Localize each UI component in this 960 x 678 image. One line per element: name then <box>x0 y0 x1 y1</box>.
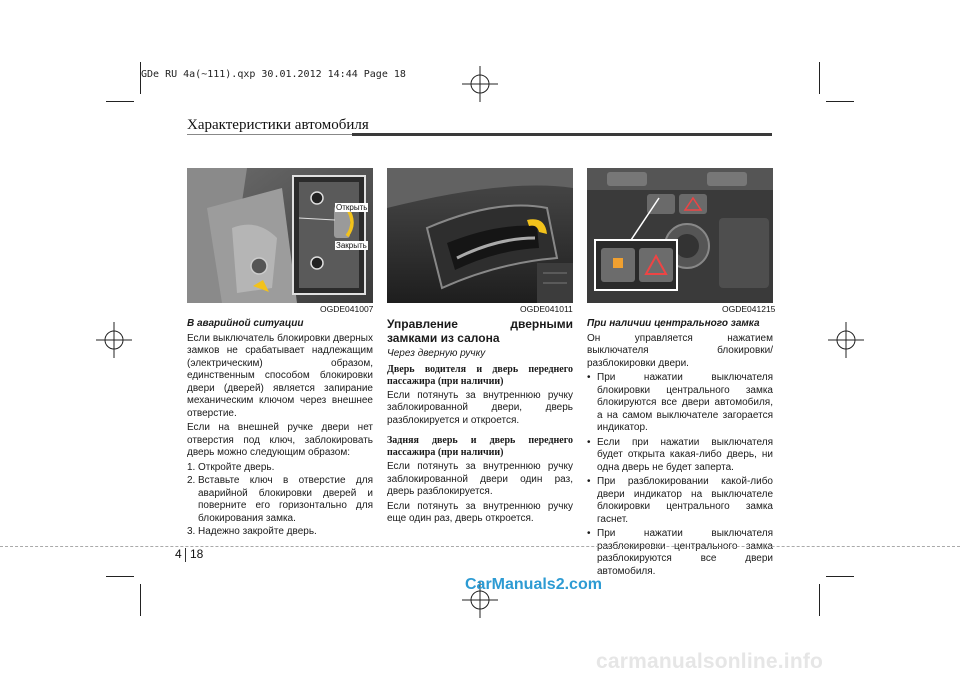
label-close: Закрыть <box>336 241 367 250</box>
registration-mark-icon <box>828 322 864 358</box>
crop-mark <box>106 576 134 577</box>
figure-code: OGDE041215 <box>722 304 776 314</box>
registration-mark-icon <box>462 66 498 102</box>
list-item: • При нажатии выключателя блокировки центрального замка блокируются все двери автомобиля, а на самом выключателе загорается индикатор. <box>587 372 773 433</box>
paragraph: Если потянуть за внутреннюю ручку еще один раз, дверь откроется. <box>387 500 573 524</box>
figure-central-lock <box>587 168 773 303</box>
crop-mark <box>106 101 134 102</box>
crop-mark <box>826 101 854 102</box>
paragraph: Если на внешней ручке двери нет отверстия под ключ, заблокировать дверь можно следующим образом: <box>187 422 373 458</box>
heading-inside-control: Управление дверными замками из салона <box>387 317 573 345</box>
column-inside-control <box>387 318 573 528</box>
subheading-rear-doors: Задняя дверь и дверь переднего пассажира (при наличии) <box>387 435 573 458</box>
figure-emergency-lock <box>187 168 373 303</box>
watermark-link[interactable]: CarManuals2.com <box>465 576 602 593</box>
list-item: 1. Откройте дверь. <box>187 461 275 473</box>
list-item: • Если при нажатии выключателя будет открыта какая-либо дверь, ни одна дверь не будет заперта. <box>587 436 773 473</box>
list-item: 2. Вставьте ключ в отверстие для аварийной блокировки дверей и поверните его горизонтально для блокирования замка. <box>187 475 373 524</box>
page-number: 18 <box>190 547 204 561</box>
figure-code: OGDE041011 <box>520 304 573 314</box>
crop-mark <box>140 62 141 94</box>
chapter-number: 4 <box>175 547 182 561</box>
watermark-footer[interactable]: carmanualsonline.info <box>596 650 824 673</box>
heading-central-lock: При наличии центрального замка <box>587 318 760 329</box>
paragraph: Он управляется нажатием выключателя блокировки/разблокировки двери. <box>587 332 773 369</box>
paragraph: Если потянуть за внутреннюю ручку заблокированной двери один раз, дверь разблокируется. <box>387 461 573 497</box>
figure-code: OGDE041007 <box>320 304 374 314</box>
paragraph: Если выключатель блокировки дверных замков не срабатывает надлежащим (электрическим) образом, единственным способом блокировки двери (дверей) является запирание механическим ключом через внешнее отверстие. <box>187 332 373 419</box>
inner-handle-photo <box>387 168 573 303</box>
column-central-lock <box>587 318 773 580</box>
list-item: 3. Надежно закройте дверь. <box>187 526 317 537</box>
column-emergency <box>187 318 373 540</box>
list-item: • При разблокировании какой-либо двери индикатор на выключателе блокировки центрального замка гаснет. <box>587 476 773 525</box>
section-title: Характеристики автомобиля <box>187 117 369 133</box>
crop-mark <box>819 584 820 616</box>
paragraph: Если потянуть за внутреннюю ручку заблокированной двери, дверь разблокируется и откроется. <box>387 389 573 426</box>
crop-mark <box>826 576 854 577</box>
header-rule-bold <box>352 133 772 136</box>
subheading-handle: Через дверную ручку <box>387 348 486 359</box>
heading-emergency: В аварийной ситуации <box>187 318 304 329</box>
label-open: Открыть <box>336 203 368 212</box>
crop-mark <box>140 584 141 616</box>
footer-rule <box>0 546 960 547</box>
figure-inner-handle <box>387 168 573 303</box>
print-slug: GDe RU 4a(~111).qxp 30.01.2012 14:44 Page 18 <box>141 69 406 80</box>
door-keyhole-photo <box>187 168 373 303</box>
list-item: • При нажатии выключателя разблокировки центрального замка разблокируются все двери автомобиля. <box>587 528 773 577</box>
page-number-divider <box>185 548 186 562</box>
subheading-front-doors: Дверь водителя и дверь переднего пассажира (при наличии) <box>387 363 573 387</box>
registration-mark-icon <box>96 322 132 358</box>
crop-mark <box>819 62 820 94</box>
center-console-photo <box>587 168 773 303</box>
